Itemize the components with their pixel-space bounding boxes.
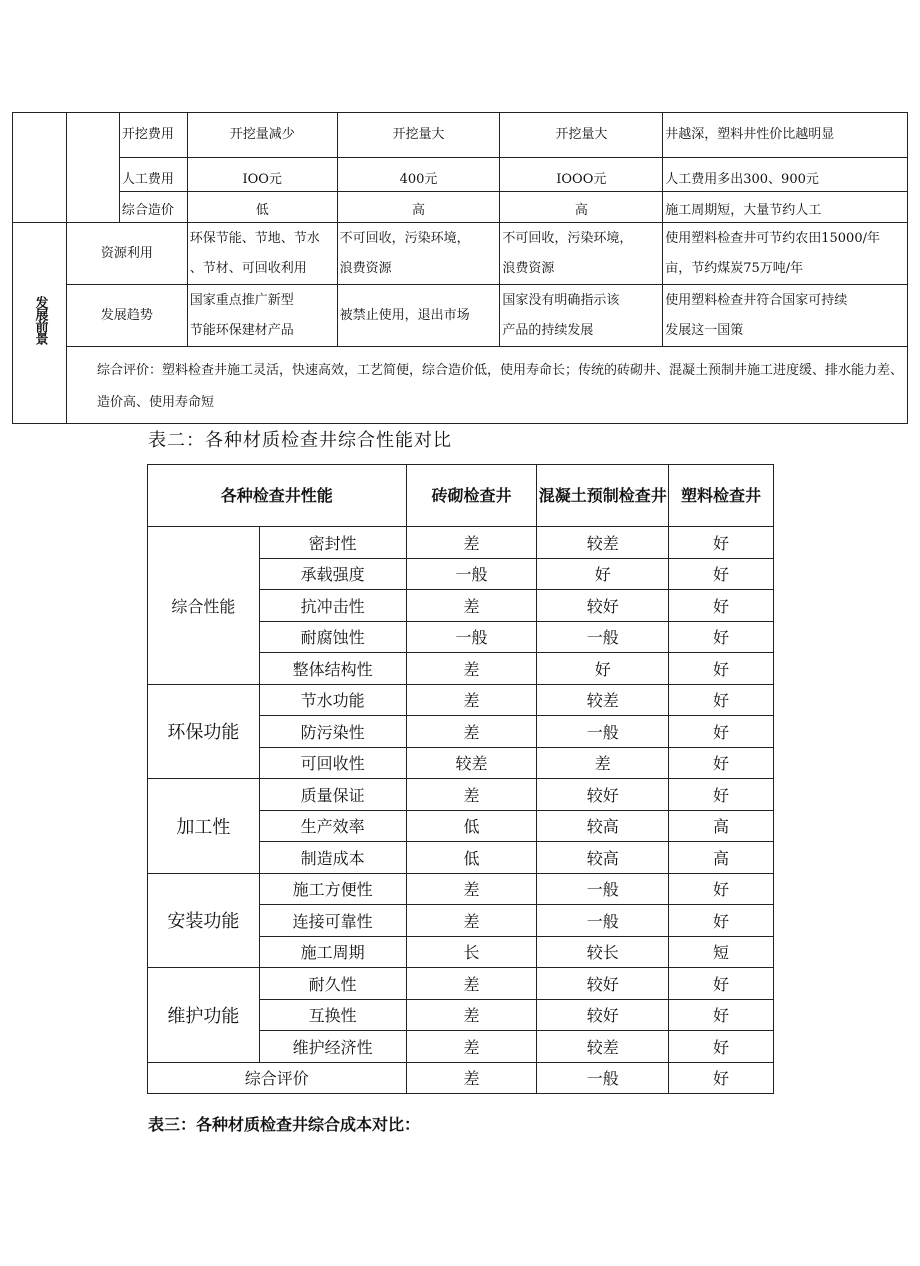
header-brick: 砖砌检查井 <box>406 465 537 527</box>
cell: 400元 <box>337 158 500 192</box>
rating-concrete: 较好 <box>537 590 669 622</box>
item-label: 连接可靠性 <box>259 905 406 937</box>
rating-plastic: 好 <box>669 1031 774 1063</box>
cell-line: 不可回收，污染环境， <box>502 230 633 246</box>
table-row <box>13 285 908 347</box>
cell-line: 使用塑料检查井可节约农田15000/年 <box>665 230 880 246</box>
rating-brick: 一般 <box>406 558 537 590</box>
item-label: 节水功能 <box>259 684 406 716</box>
rating-brick: 差 <box>406 716 537 748</box>
table-row <box>148 684 774 716</box>
header-concrete: 混凝土预制检查井 <box>537 465 669 527</box>
cell: IOOO元 <box>500 158 663 192</box>
rating-concrete: 较长 <box>537 936 669 968</box>
table-row <box>13 158 908 192</box>
table2-caption: 表二：各种材质检查井综合性能对比 <box>148 430 452 451</box>
note-cell <box>663 285 908 347</box>
rating-brick: 差 <box>406 590 537 622</box>
rating-plastic: 好 <box>669 527 774 559</box>
item-label: 耐腐蚀性 <box>259 621 406 653</box>
rating-concrete: 较差 <box>537 1031 669 1063</box>
note-cell: 施工周期短，大量节约人工 <box>663 192 908 223</box>
rating-concrete: 一般 <box>537 716 669 748</box>
summary-label: 综合评价 <box>148 1062 407 1094</box>
item-label: 维护经济性 <box>259 1031 406 1063</box>
rating-concrete: 一般 <box>537 621 669 653</box>
cell-line: 发展这一国策 <box>665 322 744 338</box>
empty-cell <box>13 113 67 223</box>
rating-brick: 一般 <box>406 621 537 653</box>
table3-caption: 表三：各种材质检查井综合成本对比： <box>148 1115 421 1134</box>
cell: 高 <box>500 192 663 223</box>
cell: 高 <box>337 192 500 223</box>
rating-plastic: 好 <box>669 684 774 716</box>
table-row <box>148 779 774 811</box>
note-cell: 人工费用多出300、900元 <box>663 158 908 192</box>
cell <box>337 223 500 285</box>
cell-line: 使用塑料检查井符合国家可持续 <box>665 292 848 308</box>
item-label: 整体结构性 <box>259 653 406 685</box>
cell-line: 国家重点推广新型 <box>189 292 294 308</box>
item-label: 可回收性 <box>259 747 406 779</box>
rating-concrete: 一般 <box>537 873 669 905</box>
rating-brick: 较差 <box>406 747 537 779</box>
rating-concrete: 较差 <box>537 684 669 716</box>
cell-line: 节能环保建材产品 <box>189 322 294 338</box>
rating-plastic: 短 <box>669 936 774 968</box>
rating-concrete: 一般 <box>537 905 669 937</box>
rating-plastic: 好 <box>669 873 774 905</box>
rating-plastic: 好 <box>669 558 774 590</box>
item-label: 生产效率 <box>259 810 406 842</box>
table-header-row <box>148 465 774 527</box>
rating-concrete: 差 <box>537 747 669 779</box>
rating-brick: 差 <box>406 873 537 905</box>
row-label: 开挖费用 <box>119 113 187 158</box>
table-body <box>148 527 774 1063</box>
cell-line: 产品的持续发展 <box>502 322 594 338</box>
cell-line: 亩，节约煤炭75万吨/年 <box>665 260 804 276</box>
section-label-cell <box>13 223 67 424</box>
rating-brick: 差 <box>406 999 537 1031</box>
rating-plastic: 好 <box>669 779 774 811</box>
item-label: 耐久性 <box>259 968 406 1000</box>
performance-comparison-table <box>147 464 774 1094</box>
rating-concrete: 较好 <box>537 779 669 811</box>
header-performance: 各种检查井性能 <box>148 465 407 527</box>
table-row <box>13 347 908 424</box>
cost-comparison-table-continued <box>12 112 908 424</box>
table-row <box>13 223 908 285</box>
rating-brick: 差 <box>406 653 537 685</box>
cell: 低 <box>187 192 337 223</box>
table-row <box>148 873 774 905</box>
cell-line: 浪费资源 <box>502 260 555 276</box>
item-label: 密封性 <box>259 527 406 559</box>
rating-concrete: 较好 <box>537 968 669 1000</box>
rating-plastic: 高 <box>669 842 774 874</box>
row-label: 发展趋势 <box>66 285 187 347</box>
empty-cell <box>66 113 119 223</box>
note-cell <box>663 223 908 285</box>
rating-plastic: 好 <box>669 621 774 653</box>
cell-line: 国家没有明确指示该 <box>502 292 620 308</box>
rating-concrete: 较差 <box>537 527 669 559</box>
cell: 开挖量减少 <box>187 113 337 158</box>
rating-plastic: 好 <box>669 968 774 1000</box>
rating-brick: 低 <box>406 810 537 842</box>
item-label: 质量保证 <box>259 779 406 811</box>
item-label: 抗冲击性 <box>259 590 406 622</box>
table-row <box>148 527 774 559</box>
cell: IOO元 <box>187 158 337 192</box>
table-row <box>148 968 774 1000</box>
evaluation-text: 综合评价：塑料检查井施工灵活，快速高效，工艺简便，综合造价低，使用寿命长；传统的砖砌井、混凝土预制井施工进度缓、排水能力差、造价高、使用寿命短 <box>66 347 907 424</box>
rating-concrete: 较高 <box>537 810 669 842</box>
table-row <box>13 192 908 223</box>
cell-line: 浪费资源 <box>339 260 392 276</box>
row-label: 人工费用 <box>119 158 187 192</box>
note-cell: 井越深，塑料井性价比越明显 <box>663 113 908 158</box>
summary-concrete: 一般 <box>537 1062 669 1094</box>
rating-plastic: 好 <box>669 590 774 622</box>
cell: 开挖量大 <box>337 113 500 158</box>
table-row <box>13 113 908 158</box>
rating-concrete: 较高 <box>537 842 669 874</box>
cell <box>500 223 663 285</box>
group-label: 维护功能 <box>148 968 260 1063</box>
rating-brick: 差 <box>406 905 537 937</box>
row-label: 资源利用 <box>66 223 187 285</box>
rating-plastic: 好 <box>669 716 774 748</box>
rating-brick: 低 <box>406 842 537 874</box>
item-label: 施工方便性 <box>259 873 406 905</box>
row-label: 综合造价 <box>119 192 187 223</box>
header-plastic: 塑料检查井 <box>669 465 774 527</box>
rating-plastic: 好 <box>669 905 774 937</box>
group-label: 安装功能 <box>148 873 260 968</box>
group-label: 综合性能 <box>148 527 260 685</box>
cell <box>500 285 663 347</box>
group-label: 加工性 <box>148 779 260 874</box>
rating-plastic: 好 <box>669 653 774 685</box>
rating-concrete: 好 <box>537 558 669 590</box>
rating-brick: 差 <box>406 968 537 1000</box>
cell-line: 、节材、可回收利用 <box>189 260 307 276</box>
section-label: 发展前景 <box>32 295 48 344</box>
cell-line: 不可回收，污染环境， <box>339 230 470 246</box>
rating-plastic: 好 <box>669 999 774 1031</box>
rating-plastic: 好 <box>669 747 774 779</box>
rating-brick: 差 <box>406 684 537 716</box>
cell: 被禁止使用，退出市场 <box>337 285 500 347</box>
group-label: 环保功能 <box>148 684 260 779</box>
item-label: 制造成本 <box>259 842 406 874</box>
rating-brick: 差 <box>406 1031 537 1063</box>
cell <box>187 285 337 347</box>
rating-brick: 差 <box>406 779 537 811</box>
cell: 开挖量大 <box>500 113 663 158</box>
item-label: 互换性 <box>259 999 406 1031</box>
rating-brick: 长 <box>406 936 537 968</box>
item-label: 施工周期 <box>259 936 406 968</box>
table-summary-row <box>148 1062 774 1094</box>
cell-line: 环保节能、节地、节水 <box>189 230 320 246</box>
rating-concrete: 好 <box>537 653 669 685</box>
summary-plastic: 好 <box>669 1062 774 1094</box>
item-label: 防污染性 <box>259 716 406 748</box>
item-label: 承载强度 <box>259 558 406 590</box>
summary-brick: 差 <box>406 1062 537 1094</box>
rating-brick: 差 <box>406 527 537 559</box>
rating-concrete: 较好 <box>537 999 669 1031</box>
cell <box>187 223 337 285</box>
rating-plastic: 高 <box>669 810 774 842</box>
